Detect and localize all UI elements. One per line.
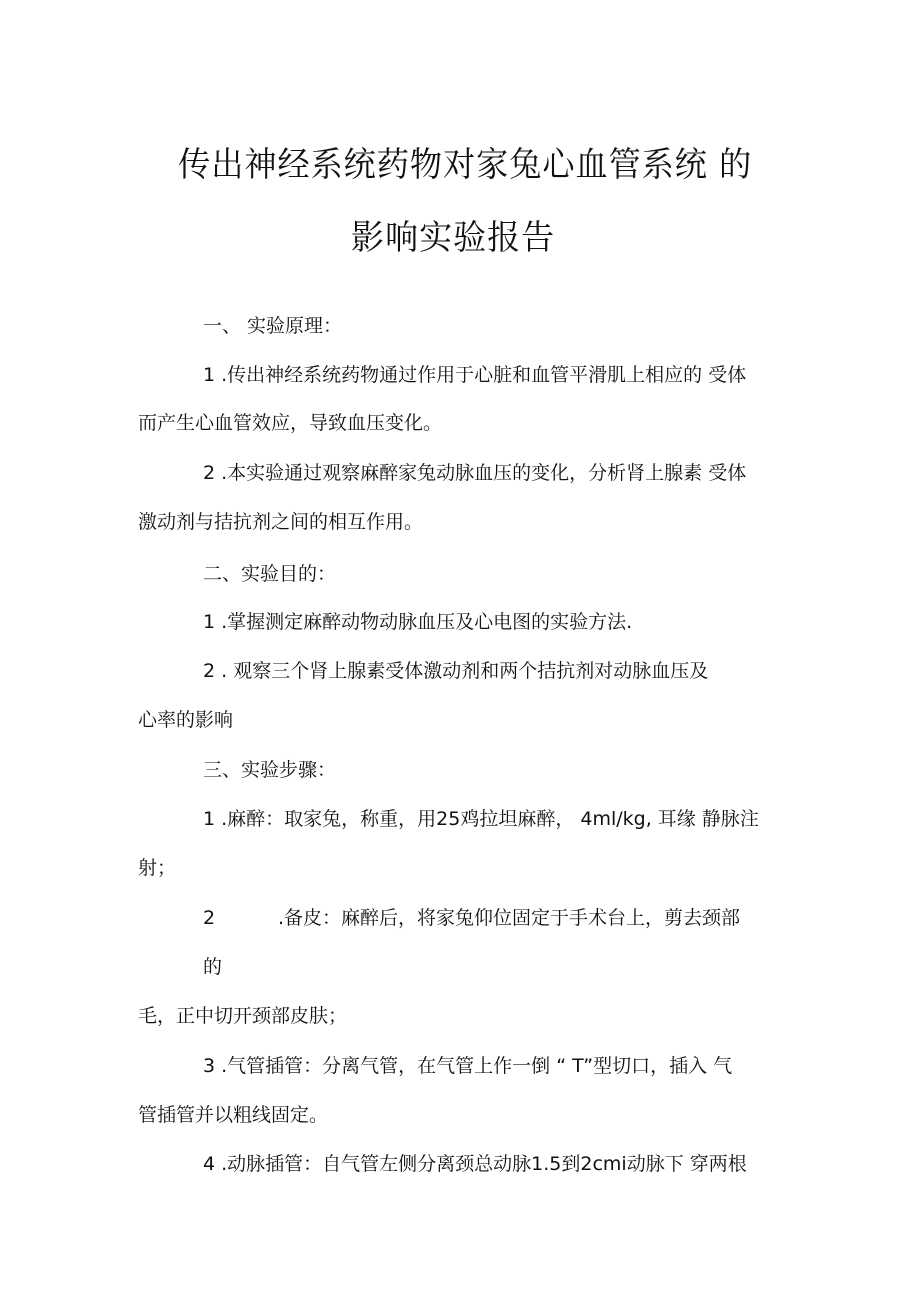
steps-item-2-line-1: .备皮：麻醉后，将家兔仰位固定于手术台上，剪去颈部 [278, 907, 741, 929]
steps-item-3-line-1: 3 .气管插管：分离气管，在气管上作一倒 “ T”型切口，插入 气 [203, 1055, 733, 1077]
document-title-line-2: 影响实验报告 [351, 218, 556, 258]
principle-item-2-line-2: 激动剂与拮抗剂之间的相互作用。 [138, 511, 424, 533]
section-heading-purpose: 二、实验目的： [203, 563, 337, 585]
document-title-line-1: 传出神经系统药物对家兔心血管系统 的 [178, 145, 753, 185]
steps-item-2-number: 2 [203, 907, 216, 929]
purpose-item-1: 1 .掌握测定麻醉动物动脉血压及心电图的实验方法. [203, 611, 633, 633]
steps-item-1-line-1: 1 .麻醉：取家兔，称重，用25鸡拉坦麻醉， 4ml/kg, 耳缘 静脉注 [203, 808, 759, 830]
purpose-item-2-line-1: 2 . 观察三个肾上腺素受体激动剂和两个拮抗剂对动脉血压及 [203, 660, 709, 682]
steps-item-1-line-2: 射； [138, 857, 177, 879]
section-heading-principle: 一、 实验原理： [203, 315, 343, 337]
steps-item-2-orphan-char: 的 [203, 956, 223, 978]
steps-item-2-line-2: 毛，正中切开颈部皮肤； [138, 1005, 348, 1027]
steps-item-3-line-2: 管插管并以粗线固定。 [138, 1104, 329, 1126]
principle-item-2-line-1: 2 .本实验通过观察麻醉家兔动脉血压的变化，分析肾上腺素 受体 [203, 462, 747, 484]
principle-item-1-line-2: 而产生心血管效应，导致血压变化。 [138, 412, 443, 434]
section-heading-steps: 三、实验步骤： [203, 759, 337, 781]
purpose-item-2-line-2: 心率的影响 [138, 709, 234, 731]
principle-item-1-line-1: 1 .传出神经系统药物通过作用于心脏和血管平滑肌上相应的 受体 [203, 364, 747, 386]
steps-item-4-line-1: 4 .动脉插管：自气管左侧分离颈总动脉1.5到2cmi动脉下 穿两根 [203, 1153, 747, 1175]
